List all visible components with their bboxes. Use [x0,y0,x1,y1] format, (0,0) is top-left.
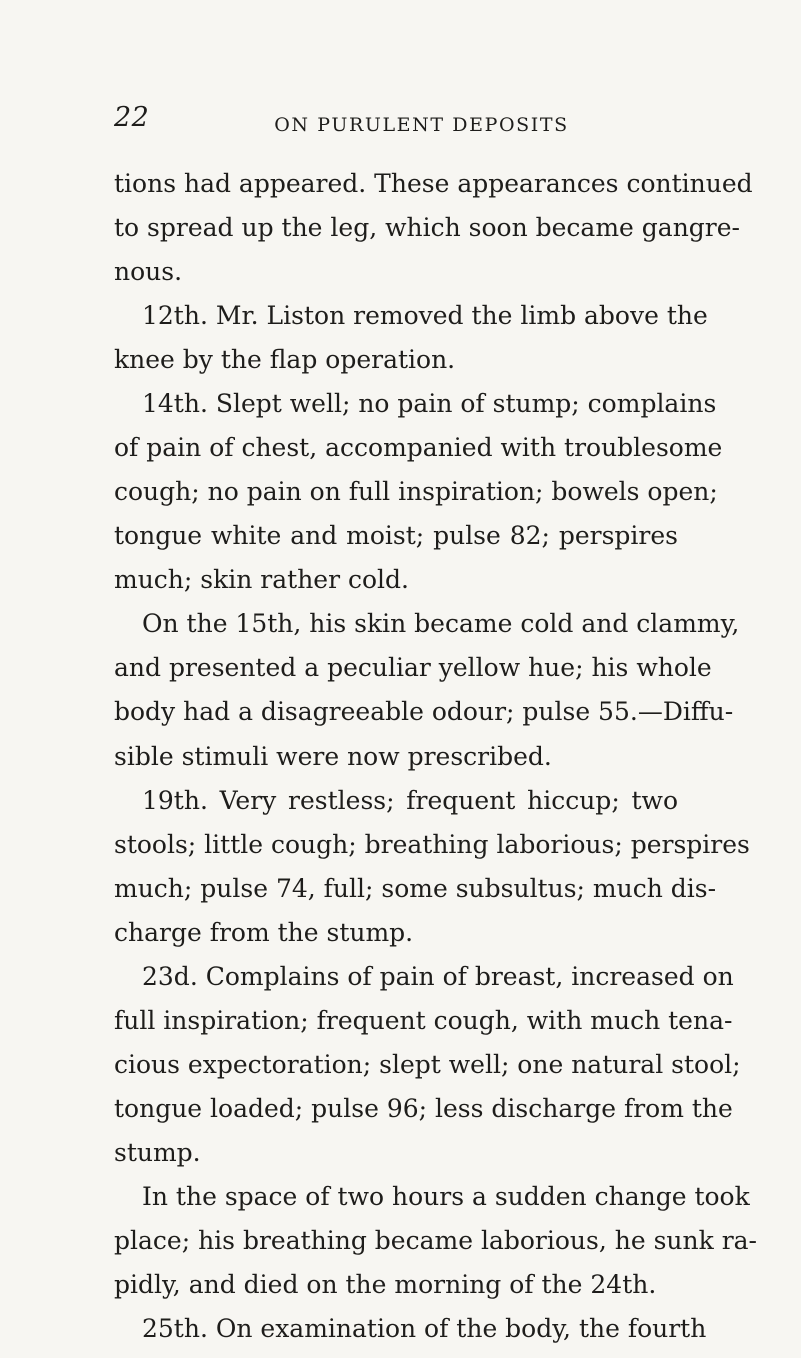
text-line: charge from the stump. [114,918,414,947]
text-line: tongue loaded; pulse 96; less discharge from the [114,1094,733,1123]
text-line: and presented a peculiar yellow hue; his whole [114,653,712,682]
text-line: tongue white and moist; pulse 82; perspires [114,521,678,550]
text-line: cough; no pain on full inspiration; bowels open; [114,477,718,506]
text-line: of pain of chest, accompanied with troublesome [114,433,723,462]
running-title: ON PURULENT DEPOSITS [274,114,569,136]
text-line: place; his breathing became laborious, he sunk ra- [114,1226,757,1255]
text-line: On the 15th, his skin became cold and clammy, [142,609,740,638]
text-line: 23d. Complains of pain of breast, increased on [142,962,734,991]
text-line: 14th. Slept well; no pain of stump; complains [142,389,717,418]
text-line: full inspiration; frequent cough, with much tena- [114,1006,733,1035]
text-line: body had a disagreeable odour; pulse 55.—Diffu- [114,697,734,726]
text-line: In the space of two hours a sudden change took [142,1182,750,1211]
text-line: knee by the flap operation. [114,345,456,374]
text-line: 25th. On examination of the body, the fourth [142,1314,707,1343]
text-line: stools; little cough; breathing laborious; perspires [114,830,750,859]
text-line: much; skin rather cold. [114,565,409,594]
text-line: pidly, and died on the morning of the 24th. [114,1270,657,1299]
text-line: stump. [114,1138,201,1167]
text-line: 19th. Very restless; frequent hiccup; two [142,786,678,815]
text-line: 12th. Mr. Liston removed the limb above the [142,301,708,330]
text-line: tions had appeared. These appearances continued [114,169,753,198]
text-line: to spread up the leg, which soon became gangre- [114,213,740,242]
text-line: nous. [114,257,183,286]
text-line: much; pulse 74, full; some subsultus; much dis- [114,874,717,903]
page-number: 22 [114,102,150,133]
text-line: sible stimuli were now prescribed. [114,742,552,771]
text-line: cious expectoration; slept well; one natural stool; [114,1050,741,1079]
